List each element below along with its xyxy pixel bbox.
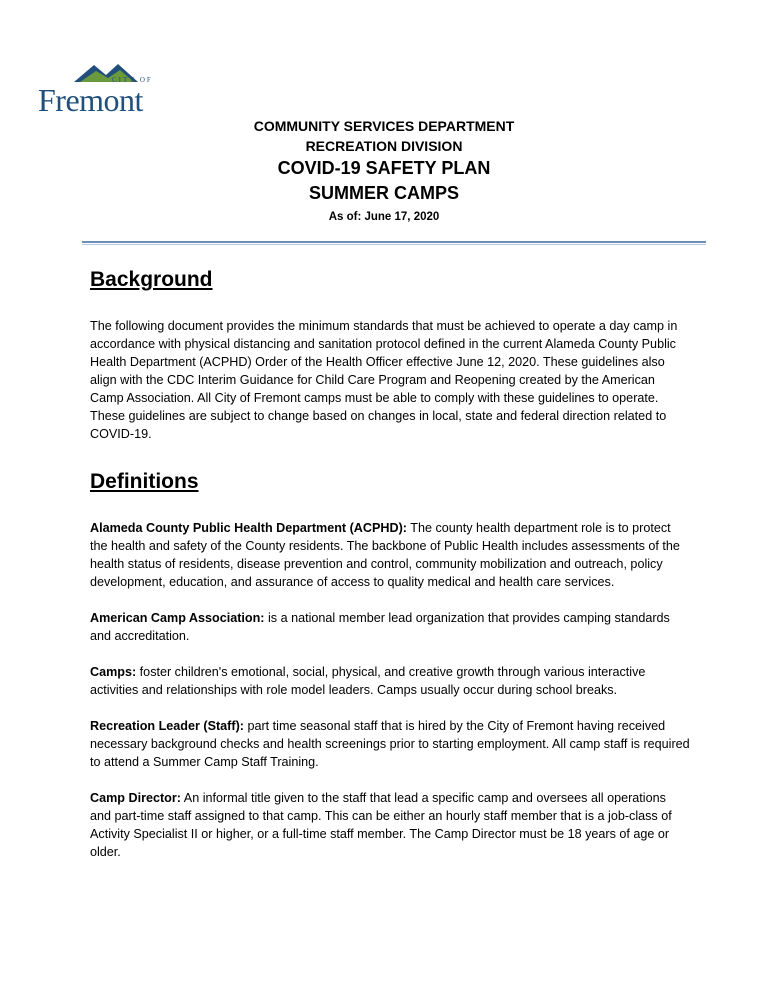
definition-text: is a national member lead organization that provides camping standards and accreditation. xyxy=(90,611,670,643)
background-heading: Background xyxy=(90,268,213,291)
city-of-fremont-logo xyxy=(38,62,178,120)
definition-text: The county health department role is to protect the health and safety of the County residents. The backbone of Public Health includes assessments of the health status of residents, disease prevention and control, community mobilization and outreach, policy development, education, and assurance of access to quality medical and health care services. xyxy=(90,521,680,589)
definition-text: An informal title given to the staff that lead a specific camp and oversees all operations and part-time staff assigned to that camp. This can be either an hourly staff member that is a job-class of Activity Specialist II or higher, or a full-time staff member. The Camp Director must be 18 years of age or older. xyxy=(90,791,672,859)
division-name: RECREATION DIVISION xyxy=(305,138,463,154)
definition-term: Camps: xyxy=(90,665,137,679)
definition-term: Alameda County Public Health Department (ACPHD): xyxy=(90,521,407,535)
definition-term: Recreation Leader (Staff): xyxy=(90,719,244,733)
header-divider xyxy=(82,241,706,243)
background-paragraph: The following document provides the minimum standards that must be achieved to operate a day camp in accordance with physical distancing and sanitation protocol defined in the current Alameda County Public Health Department (ACPHD) Order of the Health Officer effective June 12, 2020. These guidelines also align with the CDC Interim Guidance for Child Care Program and Reopening created by the American Camp Association. All City of Fremont camps must be able to comply with these guidelines to operate. These guidelines are subject to change based on changes in local, state and federal direction related to COVID-19. xyxy=(90,319,678,441)
definitions-heading: Definitions xyxy=(90,470,199,493)
document-body xyxy=(90,266,690,861)
document-header xyxy=(0,116,768,226)
plan-title: COVID-19 SAFETY PLAN xyxy=(277,158,491,178)
plan-subtitle: SUMMER CAMPS xyxy=(308,183,459,203)
header-divider-shadow xyxy=(82,244,706,245)
definition-recreation-leader xyxy=(90,717,690,771)
definition-aca xyxy=(90,609,690,645)
definition-camp-director xyxy=(90,789,690,861)
definition-text: part time seasonal staff that is hired by the City of Fremont having received necessary background checks and health screenings prior to starting employment. All camp staff is required to attend a Summer Camp Staff Training. xyxy=(90,719,690,769)
definition-text: foster children's emotional, social, physical, and creative growth through various interactive activities and relationships with role model leaders. Camps usually occur during school breaks. xyxy=(90,665,646,697)
logo-wordmark: Fremont xyxy=(38,82,143,118)
definition-term: Camp Director: xyxy=(90,791,181,805)
as-of-date: As of: June 17, 2020 xyxy=(328,211,440,223)
logo-city-of: CITY OF xyxy=(112,76,153,84)
definition-term: American Camp Association: xyxy=(90,611,265,625)
definition-camps xyxy=(90,663,690,699)
definition-acphd xyxy=(90,519,690,591)
department-name: COMMUNITY SERVICES DEPARTMENT xyxy=(253,118,515,134)
